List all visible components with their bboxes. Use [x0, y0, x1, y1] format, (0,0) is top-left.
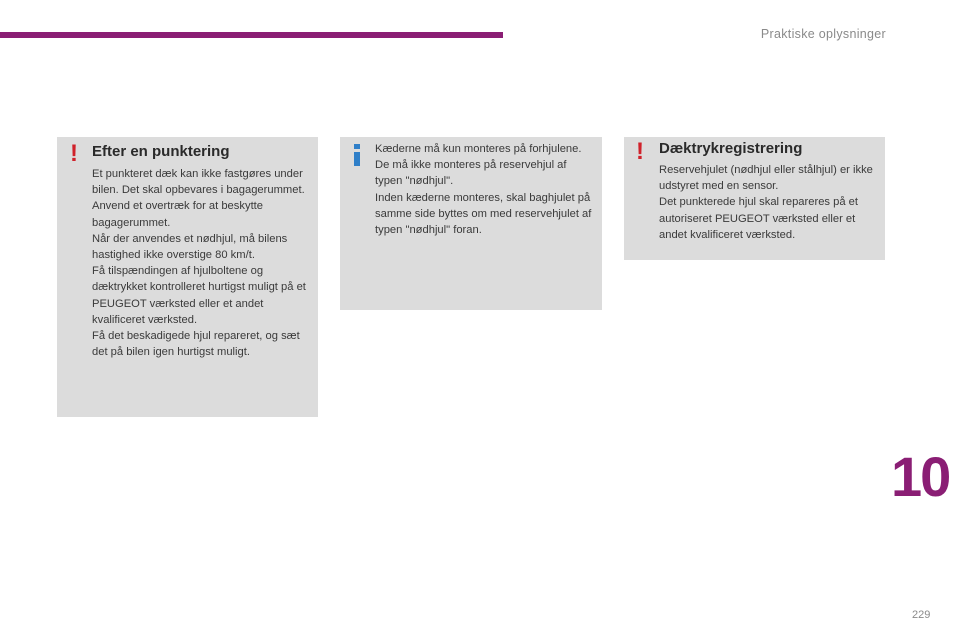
box-paragraph: Få tilspændingen af hjulboltene og dæktrykket kontrolleret hurtigst muligt på et PEUGEOT værksted eller et andet kvalificeret værksted. — [92, 265, 306, 326]
box-paragraph: Et punkteret dæk kan ikke fastgøres under bilen. Det skal opbevares i bagagerummet. Anvend et overtræk for at beskytte bagagerummet. — [92, 168, 305, 229]
box-paragraph: Det punkterede hjul skal repareres på et autoriseret PEUGEOT værksted eller et andet kvalificeret værksted. — [659, 196, 859, 241]
kaeder-info-box — [340, 137, 602, 310]
box-body — [375, 141, 595, 238]
warning-exclamation-icon: ! — [636, 138, 644, 165]
daektrykregistrering-box — [624, 137, 885, 260]
punktering-box — [57, 137, 318, 417]
info-icon — [353, 144, 361, 166]
box-paragraph: Inden kæderne monteres, skal baghjulet på samme side byttes om med reservehjulet af typen "nødhjul" foran. — [375, 191, 592, 237]
box-title: Efter en punktering — [92, 143, 230, 160]
chapter-number: 10 — [891, 445, 950, 508]
box-paragraph: Få det beskadigede hjul repareret, og sæt det på bilen igen hurtigst muligt. — [92, 330, 300, 359]
box-body — [659, 162, 881, 243]
warning-exclamation-icon: ! — [70, 140, 78, 167]
section-title: Praktiske oplysninger — [760, 27, 886, 41]
box-title: Dæktrykregistrering — [659, 140, 803, 157]
box-paragraph: Når der anvendes et nødhjul, må bilens hastighed ikke overstige 80 km/t. — [92, 232, 288, 262]
box-paragraph: Reservehjulet (nødhjul eller stålhjul) er ikke udstyret med en sensor. — [659, 164, 873, 193]
header-accent-bar — [0, 32, 503, 38]
box-body — [92, 166, 314, 360]
box-paragraph: Kæderne må kun monteres på forhjulene. De må ikke monteres på reservehjul af typen "nødhjul". — [375, 143, 582, 188]
page-number: 229 — [912, 609, 931, 621]
